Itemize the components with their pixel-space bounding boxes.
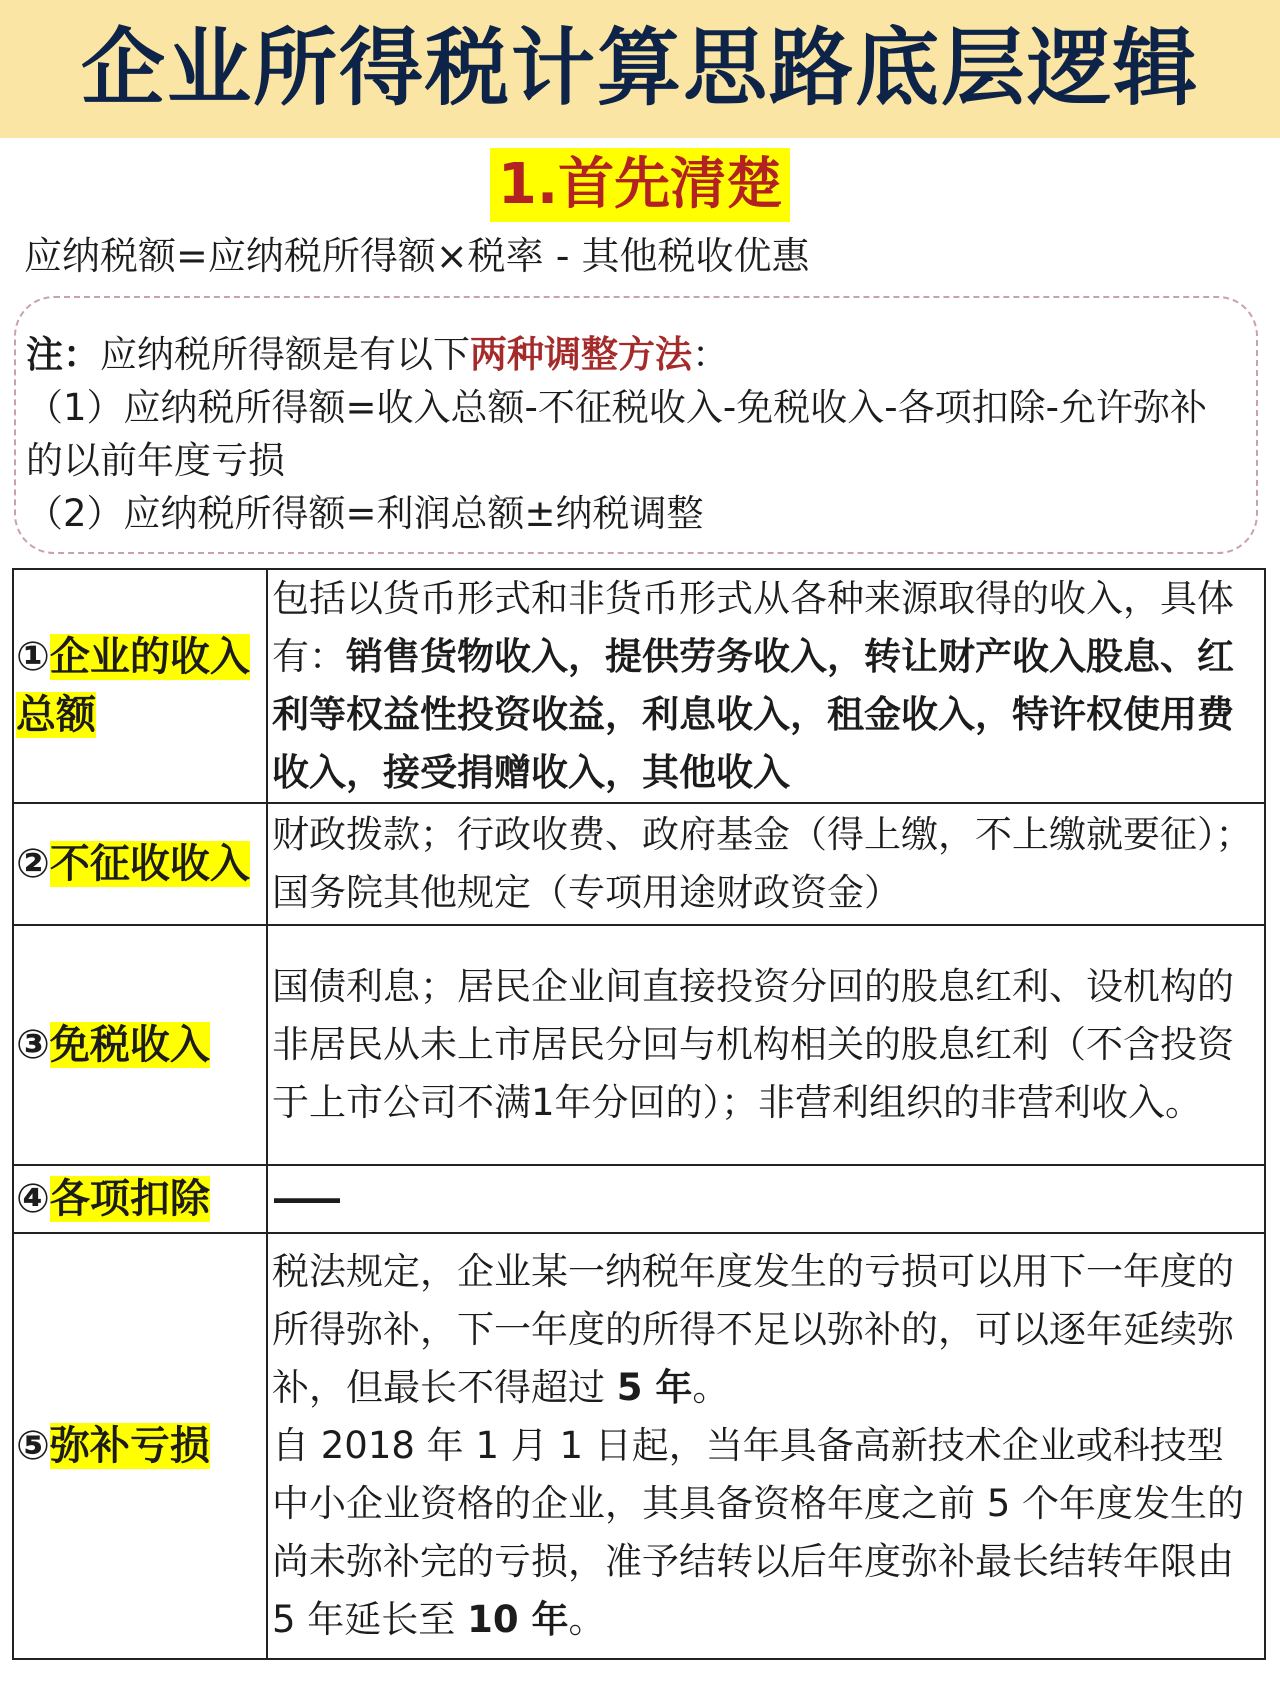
hightech-rule-text: 自 2018 年 1 月 1 日起，当年具备高新技术企业或科技型中小企业资格的企业，其具备资格年度之前 5 个年度发生的尚未弥补完的亏损，准予结转以后年度弥补最长结转年限由 5 年延长至 [272,1424,1245,1641]
note-intro [26,328,1242,381]
tax-formula: 应纳税额=应纳税所得额×税率 - 其他税收优惠 [24,234,810,278]
row-content-cell [267,569,1265,803]
row-label [16,1170,264,1228]
table-row [13,1165,1265,1233]
note-method-1: （1）应纳税所得额=收入总额-不征税收入-免税收入-各项扣除-允许弥补的以前年度亏损 [26,386,1207,482]
header-banner [0,0,1280,138]
section-title-wrap [0,148,1280,222]
note-method-2: （2）应纳税所得额=利润总额±纳税调整 [26,492,704,535]
row-content-cell: 财政拨款；行政收费、政府基金（得上缴，不上缴就要征）；国务院其他规定（专项用途财政资金） [267,803,1265,925]
note-prefix: 注： [26,333,100,376]
loss-rule-limit: 5 年 [616,1366,693,1409]
table-row [13,569,1265,803]
income-items-table [12,568,1266,1660]
row-label-cell [13,803,267,925]
row-label-text: 弥补亏损 [49,1423,210,1469]
circled-number: ⑤ [16,1423,50,1469]
note-colon: ： [692,333,729,376]
page-title: 企业所得税计算思路底层逻辑 [80,19,1199,117]
loss-rule-end: 。 [692,1366,730,1409]
table-row [13,803,1265,925]
table-row [13,925,1265,1165]
row-label-cell [13,1165,267,1233]
note-emphasis: 两种调整方法 [470,333,692,376]
table-row [13,1233,1265,1659]
row-label [16,835,264,893]
row-label [16,1417,264,1475]
row-label-cell [13,925,267,1165]
row-label-text: 企业的收入总额 [16,634,250,738]
note-box [14,296,1258,554]
circled-number: ④ [16,1176,50,1222]
section-title: 1.首先清楚 [490,148,790,222]
loss-rule-paragraph [272,1243,1260,1417]
row-content-bold: 销售货物收入，提供劳务收入，转让财产收入股息、红利等权益性投资收益，利息收入，租金收入，特许权使用费收入，接受捐赠收入，其他收入 [272,635,1234,794]
empty-dash: —— [272,1177,338,1220]
row-content-cell [267,1165,1265,1233]
loss-rule-text: 税法规定，企业某一纳税年度发生的亏损可以用下一年度的所得弥补，下一年度的所得不足以弥补的，可以逐年延续弥补，但最长不得超过 [272,1250,1234,1409]
circled-number: ② [16,841,50,887]
row-label-text: 不征收收入 [49,841,250,887]
row-content-cell: 国债利息；居民企业间直接投资分回的股息红利、设机构的非居民从未上市居民分回与机构相关的股息红利（不含投资于上市公司不满1年分回的）；非营利组织的非营利收入。 [267,925,1265,1165]
row-content-intro: 包括以货币形式和非货币形式从各种来源取得的收入，具体有： [272,577,1234,678]
hightech-rule-limit: 10 年 [467,1598,569,1641]
row-label [16,1016,264,1074]
hightech-rule-paragraph [272,1417,1260,1649]
note-lead: 应纳税所得额是有以下 [100,333,470,376]
row-label-text: 各项扣除 [49,1176,210,1222]
circled-number: ③ [16,1022,50,1068]
row-label [16,628,264,744]
hightech-rule-end: 。 [568,1598,606,1641]
circled-number: ① [16,634,50,680]
row-label-text: 免税收入 [49,1022,210,1068]
row-label-cell [13,1233,267,1659]
row-label-cell [13,569,267,803]
row-content-cell [267,1233,1265,1659]
